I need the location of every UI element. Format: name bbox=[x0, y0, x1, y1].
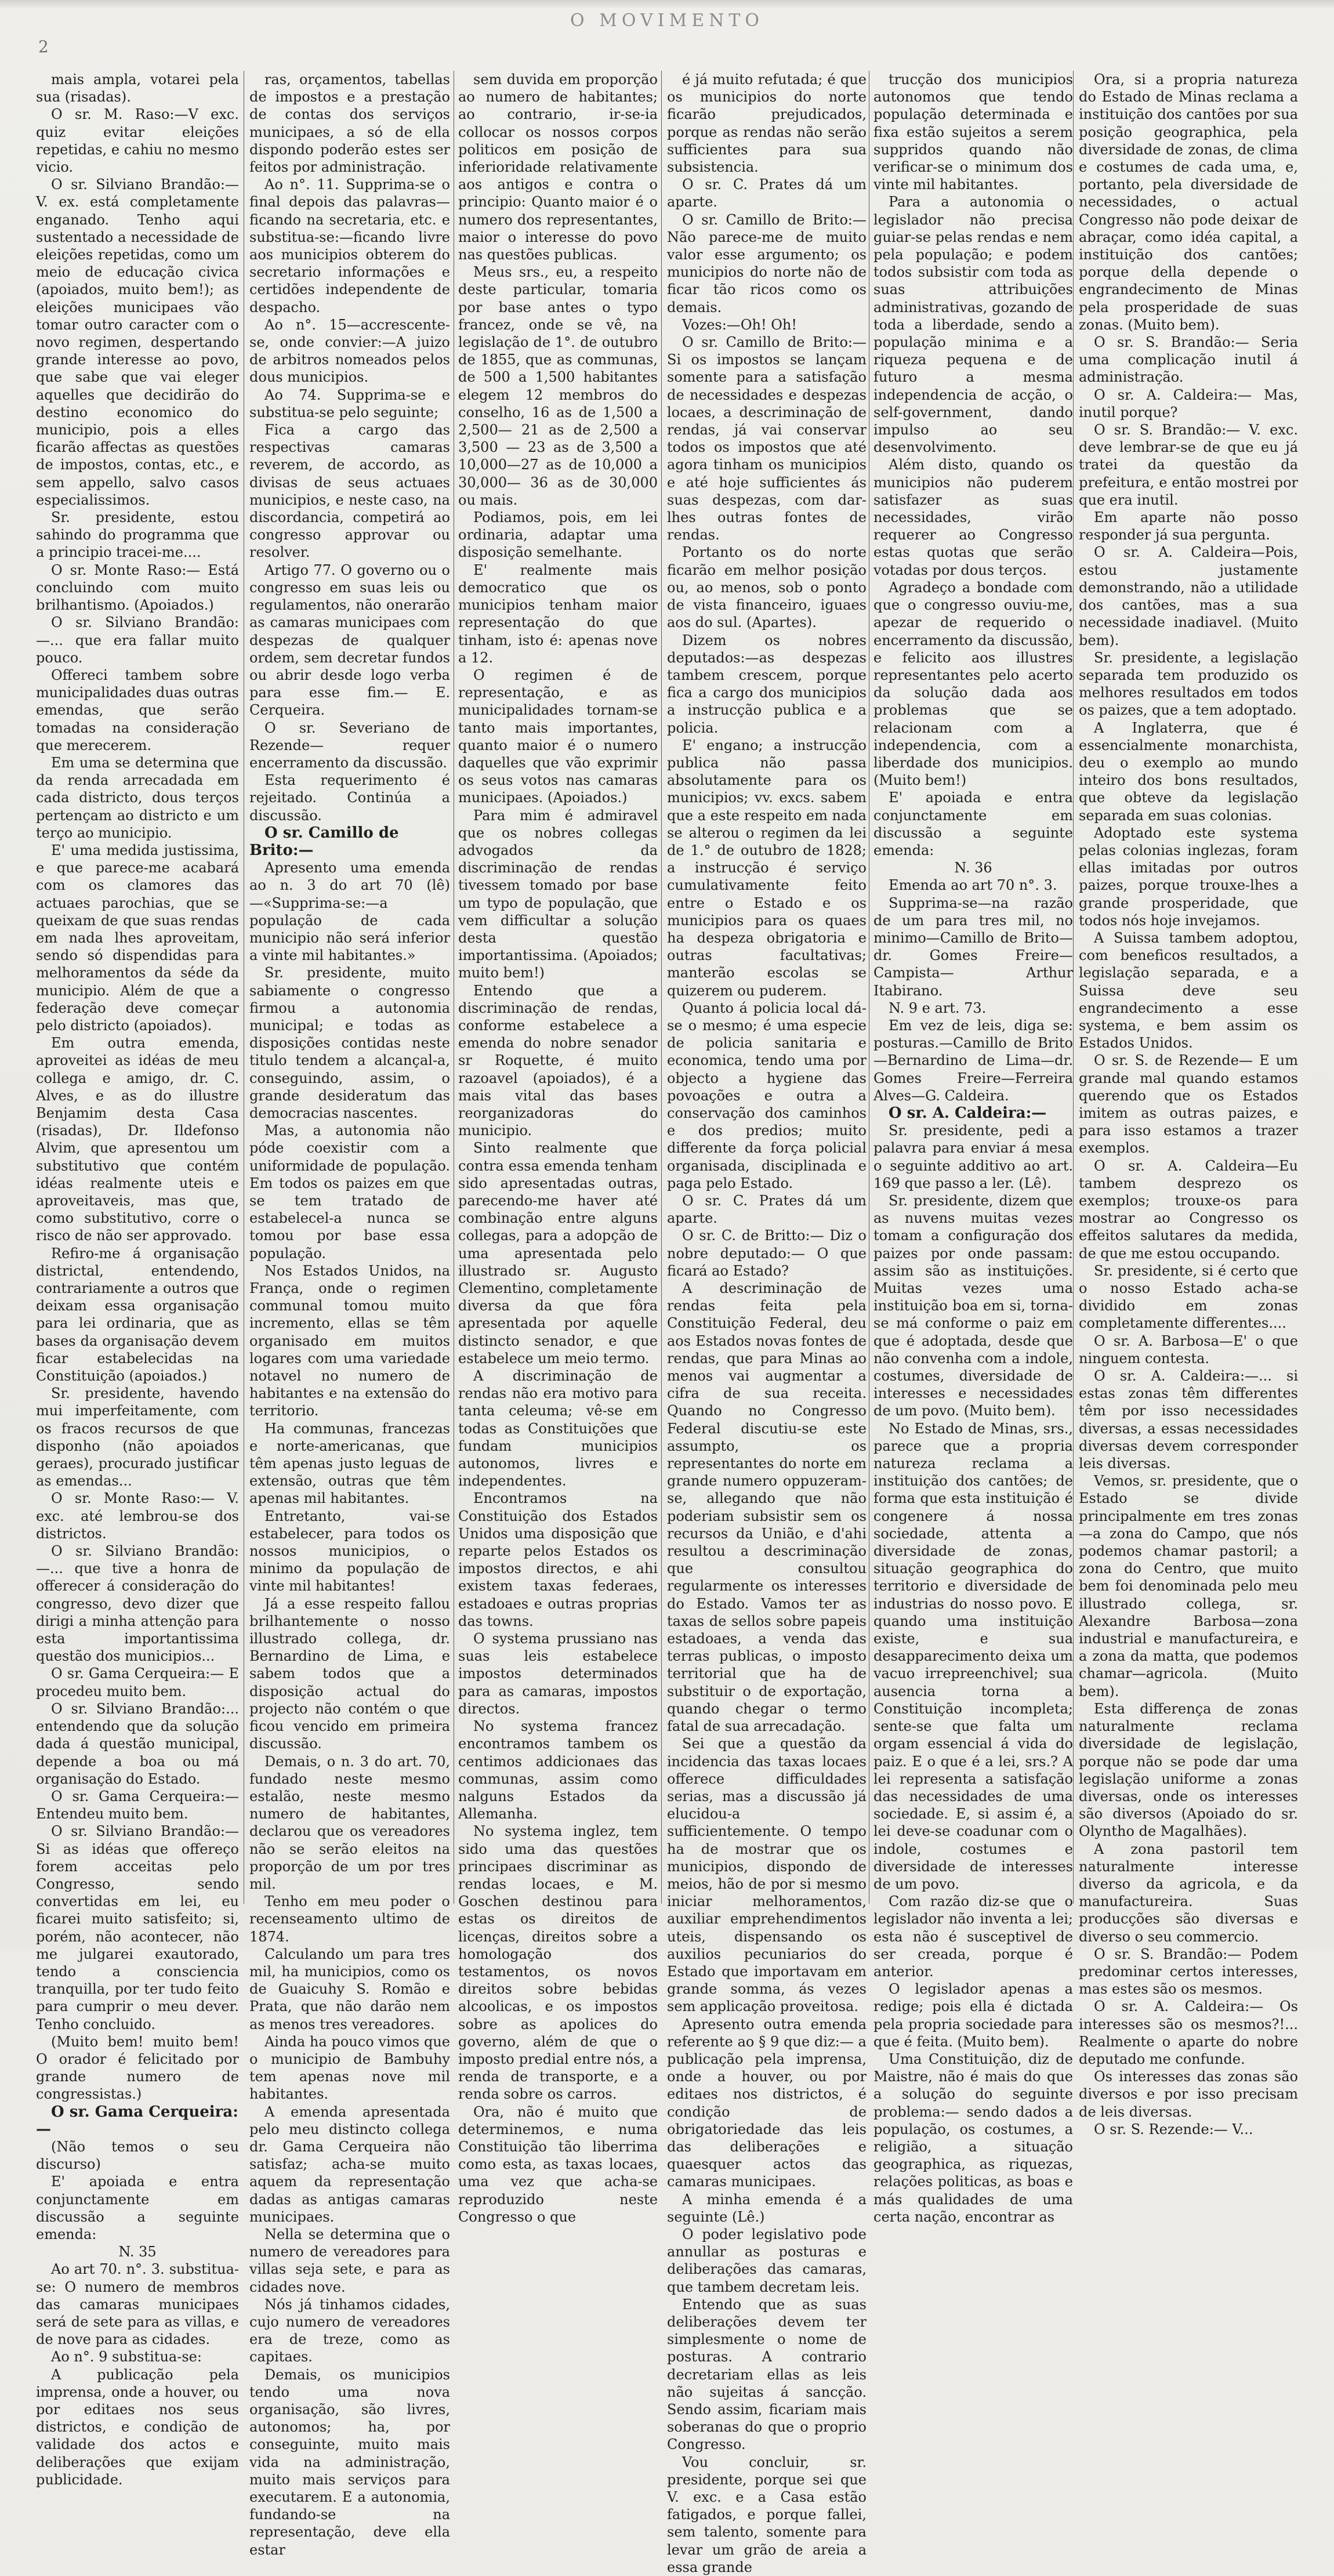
column-6 bbox=[1079, 71, 1298, 2137]
paragraph: O sr. Camillo de Brito:—Si os impostos se lançam somente para a satisfação de necessidades e despezas locaes, a descriminação de rendas, já vai conservar todos os impostos que até agora tinham os municipios e até hoje sufficientes ás suas despezas, com dar-lhes outras fontes de rendas. bbox=[667, 334, 867, 544]
paragraph: O sr. Severiano de Rezende— requer encerramento da discussão. bbox=[249, 719, 450, 771]
paragraph: O sr. A. Caldeira—Pois, estou justamente demonstrando, não a utilidade dos cantões, mas a sua necessidade inadiavel. (Muito bem). bbox=[1079, 544, 1298, 648]
paragraph: Portanto os do norte ficarão em melhor posição ou, ao menos, sob o ponto de vista financeiro, iguaes aos do sul. (Apartes). bbox=[667, 544, 867, 631]
paragraph: Ao art 70. n°. 3. substitua-se: O numero de membros das camaras municipaes será de sete para as villas, e de nove para as cidades. bbox=[36, 2261, 239, 2348]
paragraph: O sr. A. Caldeira:—... si estas zonas têm differentes têm por isso necessidades diversas, a essas necessidades diversas devem corresponder leis diversas. bbox=[1079, 1368, 1298, 1472]
paragraph: O sr. Gama Cerqueira:— Entendeu muito bem. bbox=[36, 1788, 239, 1823]
paragraph: Tenho em meu poder o recenseamento ultimo de 1874. bbox=[249, 1893, 450, 1945]
paragraph: O sr. Silviano Brandão:—... que tive a honra de offerecer á consideração do congresso, devo dizer que dirigi a minha attenção para esta importantissima questão dos municipios... bbox=[36, 1543, 239, 1665]
paragraph: Em uma se determina que da renda arrecadada em cada districto, dous terços pertençam ao districto e um terço ao municipio. bbox=[36, 754, 239, 841]
paragraph: Entretanto, vai-se estabelecer, para todos os nossos municipios, o minimo da população de vinte mil habitantes! bbox=[249, 1508, 450, 1595]
masthead: O MOVIMENTO bbox=[570, 10, 764, 31]
paragraph: trucção dos municipios autonomos que tendo população determinada e fixa estão sujeitos a serem suppridos quando não verificar-se o minimum dos vinte mil habitantes. bbox=[873, 71, 1073, 193]
paragraph: Adoptado este systema pelas colonias inglezas, foram ellas imitadas por outros paizes, porque trouxe-lhes a grande prosperidade, que todos nós hoje invejamos. bbox=[1079, 824, 1298, 929]
paragraph: No systema francez encontramos tambem os centimos addicionaes das communas, assim como nalguns Estados da Allemanha. bbox=[458, 1718, 658, 1823]
paragraph: A discriminação de rendas não era motivo para tanta celeuma; vê-se em todas as Constituições que fundam municipios autonomos, livres e independentes. bbox=[458, 1368, 658, 1490]
paragraph: No Estado de Minas, srs., parece que a propria natureza reclama a instituição dos cantões; de forma que esta instituição é congenere á nossa sociedade, attenta a diversidade de zonas, situação geographica do territorio e diversidade de industrias do nosso povo. E quando uma instituição existe, e sua desapparecimento deixa um vacuo irrepreenchivel; sua ausencia torna a Constituição incompleta; sente-se que falta um orgam essencial á vida do paiz. E o que é a lei, srs.? A lei representa a satisfação das necessidades de uma sociedade. E, si assim é, a lei deve-se coadunar com o indole, costumes e diversidade de interesses de um povo. bbox=[873, 1420, 1073, 1892]
paragraph: A emenda apresentada pelo meu distincto collega dr. Gama Cerqueira não satisfaz; acha-se muito aquem da representação dadas as antigas camaras municipaes. bbox=[249, 2103, 450, 2225]
paragraph: O sr. S. de Rezende— E um grande mal quando estamos querendo que os Estados imitem as outras paizes, e para isso estamos a trazer exemplos. bbox=[1079, 1052, 1298, 1157]
paragraph: Podiamos, pois, em lei ordinaria, adaptar uma disposição semelhante. bbox=[458, 509, 658, 561]
speaker-heading: O sr. Camillo de Brito:— bbox=[249, 824, 399, 859]
paragraph: O sr. C. de Britto:— Diz o nobre deputado:— O que ficará ao Estado? bbox=[667, 1227, 867, 1279]
paragraph: N. 9 e art. 73. bbox=[889, 999, 987, 1016]
paragraph: Sr. presidente, dizem que as nuvens muitas vezes tomam a configuração dos paizes por onde passam: assim são as instituições. Muitas vezes uma instituição boa em si, torna-se má conforme o paiz em que é adoptada, desde que não convenha com a indole, costumes, diversidade de interesses e necessidades de um povo. (Muito bem). bbox=[873, 1193, 1073, 1419]
paragraph: Entendo que as suas deliberações devem ter simplesmente o nome de posturas. A contrario decretariam ellas as leis não sujeitas á sancção. Sendo assim, ficariam mais soberanas do que o proprio Congresso. bbox=[667, 2296, 867, 2453]
paragraph: (Muito bem! muito bem! O orador é felicitado por grande numero de congressistas.) bbox=[36, 2033, 239, 2103]
paragraph: Para mim é admiravel que os nobres collegas advogados da discriminação de rendas tivessem tomado por base um typo de população, que vem difficultar a solução desta questão importantissima. (Apoiados; muito bem!) bbox=[458, 807, 658, 981]
paragraph: é já muito refutada; é que os municipios do norte ficarão prejudicados, porque as rendas não serão sufficientes para sua subsistencia. bbox=[667, 71, 867, 176]
paragraph: E' engano; a instrucção publica não passa absolutamente para os municipios; vv. excs. sabem que a este respeito em nada se alterou o regimen da lei de 1.° de outubro de 1828; a instrucção é serviço cumulativamente feito entre o Estado e os municipios para os quaes ha despeza obrigatoria e outras facultativas; manterão escolas se quizerem ou puderem. bbox=[667, 737, 867, 999]
paragraph: Apresento outra emenda referente ao § 9 que diz:— a publicação pela imprensa, onde a houver, ou por editaes nos districtos, é condição de obrigatoriedade das leis das deliberações e quaesquer actos das camaras municipaes. bbox=[667, 2016, 867, 2190]
amendment-number: N. 35 bbox=[118, 2244, 157, 2260]
paragraph: E' uma medida justissima, e que parece-me acabará com os clamores das actuaes parochias, que se queixam de que suas rendas em nada lhes aproveitam, sendo só dispendidas para melhoramentos da séde da municipio. Além de que a federação deve começar pelo districto (apoiados). bbox=[36, 842, 239, 1034]
paragraph: E' realmente mais democratico que os municipios tenham maior representação do que tinham, isto é: apenas nove a 12. bbox=[458, 561, 658, 666]
paragraph: Sei que a questão da incidencia das taxas locaes offerece difficuldades serias, mas a discussão já elucidou-a sufficientemente. O tempo ha de mostrar que os municipios, dispondo de meios, hão de por si mesmo iniciar melhoramentos, auxiliar emprehendimentos uteis, dispensando os auxilios pecuniarios do Estado que importavam em grande somma, ás vezes sem applicação proveitosa. bbox=[667, 1736, 867, 2015]
column-5 bbox=[873, 71, 1073, 2225]
paragraph: O sr. Silviano Brandão:—V. ex. está completamente enganado. Tenho aqui sustentado a necessidade de eleições repetidas, como um meio de educação civica (apoiados, muito bem!); as eleições municipaes vão tomar outro caracter com o novo regimen, despertando grande interesse ao povo, que sabe que vai eleger aquelles que decidirão do destino economico do municipio, pois a elles ficarão affectas as questões de impostos, contas, etc., e sem appello, salvo casos especialissimos. bbox=[36, 176, 239, 508]
column-2 bbox=[249, 71, 450, 2558]
paragraph: Meus srs., eu, a respeito deste particular, tomaria por base antes o typo francez, onde se vê, na legislação de 1°. de outubro de 1855, que as communas, de 500 a 1,500 habitantes elegem 12 membros do conselho, 16 as de 1,500 a 2,500— 21 as de 2,500 a 3,500 — 23 as de 3,500 a 10,000—27 as de 10,000 a 30,000— 36 as de 30,000 ou mais. bbox=[458, 264, 658, 508]
paragraph: Ao n°. 15—accrescente-se, onde convier:—A juizo de arbitros nomeados pelos dous municipios. bbox=[249, 316, 450, 386]
paragraph: Nos Estados Unidos, na França, onde o regimen communal tomou muito incremento, ellas se têm organisado em muitos logares com uma variedade notavel no numero de habitantes e na extensão do territorio. bbox=[249, 1262, 450, 1419]
page-number: 2 bbox=[38, 37, 49, 56]
paragraph: Além disto, quando os municipios não puderem satisfazer as suas necessidades, virão requerer ao Congresso estas quotas que serão votadas por dous terços. bbox=[873, 456, 1073, 578]
paragraph: Agradeço a bondade com que o congresso ouviu-me, apezar de requerido o encerramento da discussão, e felicito aos illustres representantes pelo acerto da solução dada aos problemas que se relacionam com a independencia, com a liberdade dos municipios. (Muito bem!) bbox=[873, 579, 1073, 789]
paragraph: Sr. presidente, si é certo que o nosso Estado acha-se dividido em zonas completamente differentes.... bbox=[1079, 1262, 1298, 1332]
paragraph: Sr. presidente, estou sahindo do programma que a principio tracei-me.... bbox=[36, 509, 239, 561]
paragraph: O sr. Monte Raso:— V. exc. até lembrou-se dos districtos. bbox=[36, 1490, 239, 1542]
column-4 bbox=[667, 71, 867, 2575]
paragraph: A publicação pela imprensa, onde a houver, ou por editaes nos seus districtos, e condição de validade dos actos e deliberações que exijam publicidade. bbox=[36, 2366, 239, 2488]
paragraph: A descriminação de rendas feita pela Constituição Federal, deu aos Estados novas fontes de rendas, que para Minas ao menos vai augmentar a cifra de sua receita. Quando no Congresso Federal discutiu-se este assumpto, os representantes do norte em grande numero oppuzeram-se, allegando que não poderiam subsistir sem os recursos da União, e d'ahi resultou a descriminação que consultou regularmente os interesses do Estado. Vamos ter as taxas de sellos sobre papeis estadoaes, a venda das terras publicas, o imposto territorial que ha de substituir o de exportação, quando chegar o termo fatal de sua arrecadação. bbox=[667, 1280, 867, 1735]
paragraph: Encontramos na Constituição dos Estados Unidos uma disposição que reparte pelos Estados os impostos directos, e ahi existem taxas federaes, estadoaes e outras proprias das towns. bbox=[458, 1490, 658, 1629]
paragraph: O sr. C. Prates dá um aparte. bbox=[667, 176, 867, 211]
paragraph: Para a autonomia o legislador não precisa guiar-se pelas rendas e nem pela população; e podem todos subsistir com toda as suas attribuições administrativas, gozando de toda a liberdade, sendo a população minima e a riqueza pequena e de futuro a mesma independencia de acção, o self-government, dando impulso ao seu desenvolvimento. bbox=[873, 194, 1073, 456]
paragraph: O poder legislativo pode annullar as posturas e deliberações das camaras, que tambem decretam leis. bbox=[667, 2226, 867, 2295]
paragraph: O sr. S. Brandão:— Seria uma complicação inutil á administração. bbox=[1079, 334, 1298, 386]
paragraph: Ora, si a propria natureza do Estado de Minas reclama a instituição dos cantões por sua posição geographica, pela diversidade de zonas, de clima e costumes de cada uma, e, portanto, pela diversidade de necessidades, o actual Congresso não pode deixar de abraçar, como idéa capital, a instituição dos cantões; porque della depende o engrandecimento de Minas pela prosperidade de suas zonas. (Muito bem). bbox=[1079, 71, 1298, 333]
paragraph: O sr. A. Caldeira:— Os interesses são os mesmos?!... Realmente o aparte do nobre deputado me confunde. bbox=[1079, 1998, 1298, 2067]
paragraph: Uma Constituição, diz de Maistre, não é mais do que a solução do seguinte problema:— sendo dados a população, os costumes, a religião, a situação geographica, as riquezas, relações politicas, as boas e más qualidades de uma certa nação, encontrar as bbox=[873, 2050, 1073, 2225]
scan-edge-shadow bbox=[0, 0, 1334, 8]
paragraph: Demais, os municipios tendo uma nova organisação, são livres, autonomos; ha, por conseguinte, muito mais vida na administração, muito mais serviços para executarem. E a autonomia, fundando-se na representação, deve ella estar bbox=[249, 2366, 450, 2558]
paragraph: O sr. S. Brandão:— Podem predominar certos interesses, mas estes são os mesmos. bbox=[1079, 1945, 1298, 1998]
paragraph: Demais, o n. 3 do art. 70, fundado neste mesmo estalão, neste mesmo numero de habitantes, declarou que os vereadores não se serão eleitos na proporção de um por tres mil. bbox=[249, 1753, 450, 1892]
paragraph: Supprima-se—na razão de um para tres mil, no minimo—Camillo de Brito—dr. Gomes Freire—Campista— Arthur Itabirano. bbox=[873, 894, 1073, 999]
paragraph: Artigo 77. O governo ou o congresso em suas leis ou regulamentos, não onerarão as camaras municipaes com despezas de qualquer ordem, sem decretar fundos ou abrir desde logo verba para esse fim.— E. Cerqueira. bbox=[249, 561, 450, 719]
paragraph: Sr. presidente, muito sabiamente o congresso firmou a autonomia municipal; e todas as disposições contidas neste titulo tendem a alcançal-a, conseguindo, assim, o grande desideratum das democracias nascentes. bbox=[249, 965, 450, 1121]
paragraph: O regimen é de representação, e as municipalidades tornam-se tanto mais importantes, quanto maior é o numero daquelles que vão exprimir os seus votos nas camaras municipaes. (Apoiados.) bbox=[458, 666, 658, 806]
paragraph: (Não temos o seu discurso) bbox=[36, 2138, 239, 2173]
paragraph: O sr. C. Prates dá um aparte. bbox=[667, 1193, 867, 1227]
paragraph: A Suissa tambem adoptou, com beneficos resultados, a legislação separada, e a Suissa deve seu engrandecimento a esse systema, e bem assim os Estados Unidos. bbox=[1079, 929, 1298, 1052]
paragraph: O sr. Monte Raso:— Está concluindo com muito brilhantismo. (Apoiados.) bbox=[36, 561, 239, 614]
paragraph: Ainda ha pouco vimos que o municipio de Bambuhy tem apenas nove mil habitantes. bbox=[249, 2033, 450, 2103]
paragraph: A zona pastoril tem naturalmente interesse diverso da agricola, e da manufactureira. Suas producções são diversas e diverso o seu commercio. bbox=[1079, 1840, 1298, 1945]
column-3 bbox=[458, 71, 658, 2225]
paragraph: Em outra emenda, aproveitei as idéas de meu collega e amigo, dr. C. Alves, e as do illustre Benjamim desta Casa (risadas), Dr. Ildefonso Alvim, que apresentou um substitutivo que contém idéas realmente uteis e aproveitaveis, mas que, como substitutivo, corre o risco de não ser approvado. bbox=[36, 1035, 239, 1244]
paragraph: Offereci tambem sobre municipalidades duas outras emendas, que serão tomadas na consideração que merecerem. bbox=[36, 666, 239, 753]
paragraph: Sr. presidente, pedi a palavra para enviar á mesa o seguinte additivo ao art. 169 que passo a ler. (Lê). bbox=[873, 1122, 1073, 1191]
paragraph: sem duvida em proporção ao numero de habitantes; ao contrario, ir-se-ia collocar os nossos corpos politicos em posição de inferioridade relativamente aos antigos e contra o principio: Quanto maior é o numero dos representantes, maior o interesse do povo nas questões publicas. bbox=[458, 71, 658, 263]
paragraph: O sr. A. Caldeira:— Mas, inutil porque? bbox=[1079, 386, 1298, 421]
paragraph: O legislador apenas a redige; pois ella é dictada pela propria sociedade para que é feita. (Muito bem). bbox=[873, 1981, 1073, 2050]
paragraph: Dizem os nobres deputados:—as despezas tambem crescem, porque fica a cargo dos municipios a instrucção publica e a policia. bbox=[667, 632, 867, 736]
paragraph: Ora, não é muito que determinemos, e numa Constituição tão liberrima como esta, as taxas locaes, uma vez que acha-se reproduzido neste Congresso o que bbox=[458, 2103, 658, 2225]
speaker-heading: O sr. Gama Cerqueira:— bbox=[36, 2103, 238, 2138]
paragraph: mais ampla, votarei pela sua (risadas). bbox=[36, 71, 239, 106]
paragraph: Vozes:—Oh! Oh! bbox=[682, 316, 798, 333]
paragraph: Em aparte não posso responder já sua pergunta. bbox=[1079, 509, 1298, 544]
paragraph: Mas, a autonomia não póde coexistir com a uniformidade de população. Em todos os paizes em que se tem tratado de estabelecel-a nunca se tomou por base essa população. bbox=[249, 1122, 450, 1262]
paragraph: Ha communas, francezas e norte-americanas, que têm apenas justo leguas de extensão, outras que têm apenas mil habitantes. bbox=[249, 1420, 450, 1507]
paragraph: Quanto á policia local dá-se o mesmo; é uma especie de policia sanitaria e economica, tendo uma por objecto a hygiene das povoações e outra a conservação dos caminhos e dos predios; muito differente da força policial organisada, disciplinada e paga pelo Estado. bbox=[667, 999, 867, 1191]
paragraph: Com razão diz-se que o legislador não inventa a lei; esta não é susceptivel de ser creada, porque é anterior. bbox=[873, 1893, 1073, 1980]
paragraph: Emenda ao art 70 n°. 3. bbox=[889, 877, 1057, 894]
paragraph: Já a esse respeito fallou brilhantemente o nosso illustrado collega, dr. Bernardino de Lima, e sabem todos que a disposição actual do projecto não contém o que ficou vencido em primeira discussão. bbox=[249, 1595, 450, 1752]
paragraph: Nella se determina que o numero de vereadores para villas seja sete, e para as cidades nove. bbox=[249, 2226, 450, 2295]
paragraph: E' apoiada e entra conjunctamente em discussão a seguinte emenda: bbox=[36, 2173, 239, 2242]
paragraph: O sr. M. Raso:—V exc. quiz evitar eleições repetidas, e cahiu no mesmo vicio. bbox=[36, 106, 239, 176]
paragraph: Calculando um para tres mil, ha municipios, como os de Guaicuhy S. Romão e Prata, que não darão nem as menos tres vereadores. bbox=[249, 1945, 450, 2032]
column-1 bbox=[36, 71, 239, 2488]
paragraph: O sr. Silviano Brandão:—... que era fallar muito pouco. bbox=[36, 614, 239, 666]
paragraph: Ao n°. 9 substitua-se: bbox=[51, 2349, 202, 2365]
paragraph: No systema inglez, tem sido uma das questões principaes discriminar as rendas locaes, e M. Goschen destinou para estas os direitos de licenças, direitos sobre a homologação dos testamentos, os novos direitos sobre bebidas alcoolicas, e os impostos sobre as apolices do governo, além de que o imposto predial entre nós, a renda de transporte, e a renda sobre os carros. bbox=[458, 1823, 658, 2103]
paragraph: Fica a cargo das respectivas camaras reverem, de accordo, as divisas de seus actuaes municipios, e neste caso, na discordancia, competirá ao congresso approvar ou resolver. bbox=[249, 422, 450, 561]
paragraph: Esta requerimento é rejeitado. Continúa a discussão. bbox=[249, 772, 450, 824]
paragraph: A minha emenda é a seguinte (Lê.) bbox=[667, 2191, 867, 2225]
paragraph: Sr. presidente, havendo mui imperfeitamente, com os fracos recursos de que disponho (não apoiados geraes), procurado justificar as emendas... bbox=[36, 1385, 239, 1490]
paragraph: Vou concluir, sr. presidente, porque sei que V. exc. e a Casa estão fatigados, e porque fallei, sem talento, somente para levar um grão de areia a essa grande bbox=[667, 2454, 867, 2575]
paragraph: O sr. S. Rezende:— V... bbox=[1094, 2121, 1253, 2137]
paragraph: E' apoiada e entra conjunctamente em discussão a seguinte emenda: bbox=[873, 789, 1073, 858]
paragraph: O sr. A. Barbosa—E' o que ninguem contesta. bbox=[1079, 1332, 1298, 1367]
amendment-number: N. 36 bbox=[954, 860, 992, 876]
paragraph: O sr. Silviano Brandão:— Si as idéas que offereço forem acceitas pelo Congresso, sendo convertidas em lei, eu ficarei muito satisfeito; si, porém, não acontecer, não me julgarei exautorado, tendo a consciencia tranquilla, por ter tudo feito para cumprir o meu dever. Tenho concluido. bbox=[36, 1823, 239, 2032]
paragraph: ras, orçamentos, tabellas de impostos e a prestação de contas dos serviços municipaes, a só de ella dispondo poderão estes ser feitos por administração. bbox=[249, 71, 450, 176]
paragraph: Ao 74. Supprima-se e substitua-se pelo seguinte; bbox=[249, 386, 450, 421]
paragraph: O sr. A. Caldeira—Eu tambem desprezo os exemplos; trouxe-os para mostrar ao Congresso os effeitos salutares da medida, de que me estou occupando. bbox=[1079, 1157, 1298, 1262]
speaker-heading: O sr. A. Caldeira:— bbox=[889, 1104, 1047, 1122]
paragraph: O systema prussiano nas suas leis estabelece impostos determinados para as camaras, impostos directos. bbox=[458, 1631, 658, 1717]
paragraph: O sr. Silviano Brandão:... entendendo que da solução dada á questão municipal, depende a boa ou má organisação do Estado. bbox=[36, 1700, 239, 1787]
paragraph: A Inglaterra, que é essencialmente monarchista, deu o exemplo ao mundo inteiro dos bons resultados, que obteve da legislação separada em suas colonias. bbox=[1079, 719, 1298, 824]
paragraph: Os interesses das zonas são diversos e por isso precisam de leis diversas. bbox=[1079, 2068, 1298, 2120]
paragraph: O sr. S. Brandão:— V. exc. deve lembrar-se de que eu já tratei da questão da prefeitura, e então mostrei por que era inutil. bbox=[1079, 422, 1298, 508]
article-columns bbox=[36, 71, 1298, 2575]
paragraph: O sr. Camillo de Brito:—Não parece-me de muito valor esse argumento; os municipios do norte não de ficar tão ricos como os demais. bbox=[667, 211, 867, 316]
paragraph: Sinto realmente que contra essa emenda tenham sido apresentadas outras, parecendo-me haver até combinação entre alguns collegas, para a adopção de uma apresentada pelo illustrado sr. Augusto Clementino, completamente diversa da que fôra apresentada por aquelle distincto senador, e que estabelece um meio termo. bbox=[458, 1140, 658, 1367]
paragraph: Sr. presidente, a legislação separada tem produzido os melhores resultados em todos os paizes, que a tem adoptado. bbox=[1079, 649, 1298, 719]
paragraph: Refiro-me á organisação districtal, entendendo, contrariamente a outros que deixam essa organisação para lei ordinaria, que as bases da organisação devem ficar estabelecidas na Constituição (apoiados.) bbox=[36, 1245, 239, 1385]
paragraph: Ao n°. 11. Supprima-se o final depois das palavras—ficando na secretaria, etc. e substitua-se:—ficando livre aos municipios obterem do secretario informações e certidões independente de despacho. bbox=[249, 176, 450, 316]
paragraph: Apresento uma emenda ao n. 3 do art 70 (lê)—«Supprima-se:—a população de cada municipio não será inferior a vinte mil habitantes.» bbox=[249, 860, 450, 964]
paragraph: Esta differença de zonas naturalmente reclama diversidade de legislação, porque não se pode dar uma legislação uniforme a zonas diversas, onde os interesses são diversos (Apoiado do sr. Olyntho de Magalhães). bbox=[1079, 1700, 1298, 1840]
paragraph: Vemos, sr. presidente, que o Estado se divide principalmente em tres zonas—a zona do Campo, que nós podemos chamar pastoril; a zona do Centro, que muito bem foi denominada pelo meu illustrado collega, sr. Alexandre Barbosa—zona industrial e manufactureira, e a zona da matta, que podemos chamar—agricola. (Muito bem). bbox=[1079, 1473, 1298, 1700]
paragraph: Nós já tinhamos cidades, cujo numero de vereadores era de treze, como as capitaes. bbox=[249, 2296, 450, 2365]
paragraph: O sr. Gama Cerqueira:— E procedeu muito bem. bbox=[36, 1665, 239, 1700]
paragraph: Em vez de leis, diga se: posturas.—Camillo de Brito—Bernardino de Lima—dr. Gomes Freire—Ferreira Alves—G. Caldeira. bbox=[873, 1017, 1073, 1104]
paragraph: Entendo que a discriminação de rendas, conforme estabelece a emenda do nobre senador sr Roquette, é muito razoavel (apoiados), é a mais vital das bases reorganizadoras do municipio. bbox=[458, 982, 658, 1139]
